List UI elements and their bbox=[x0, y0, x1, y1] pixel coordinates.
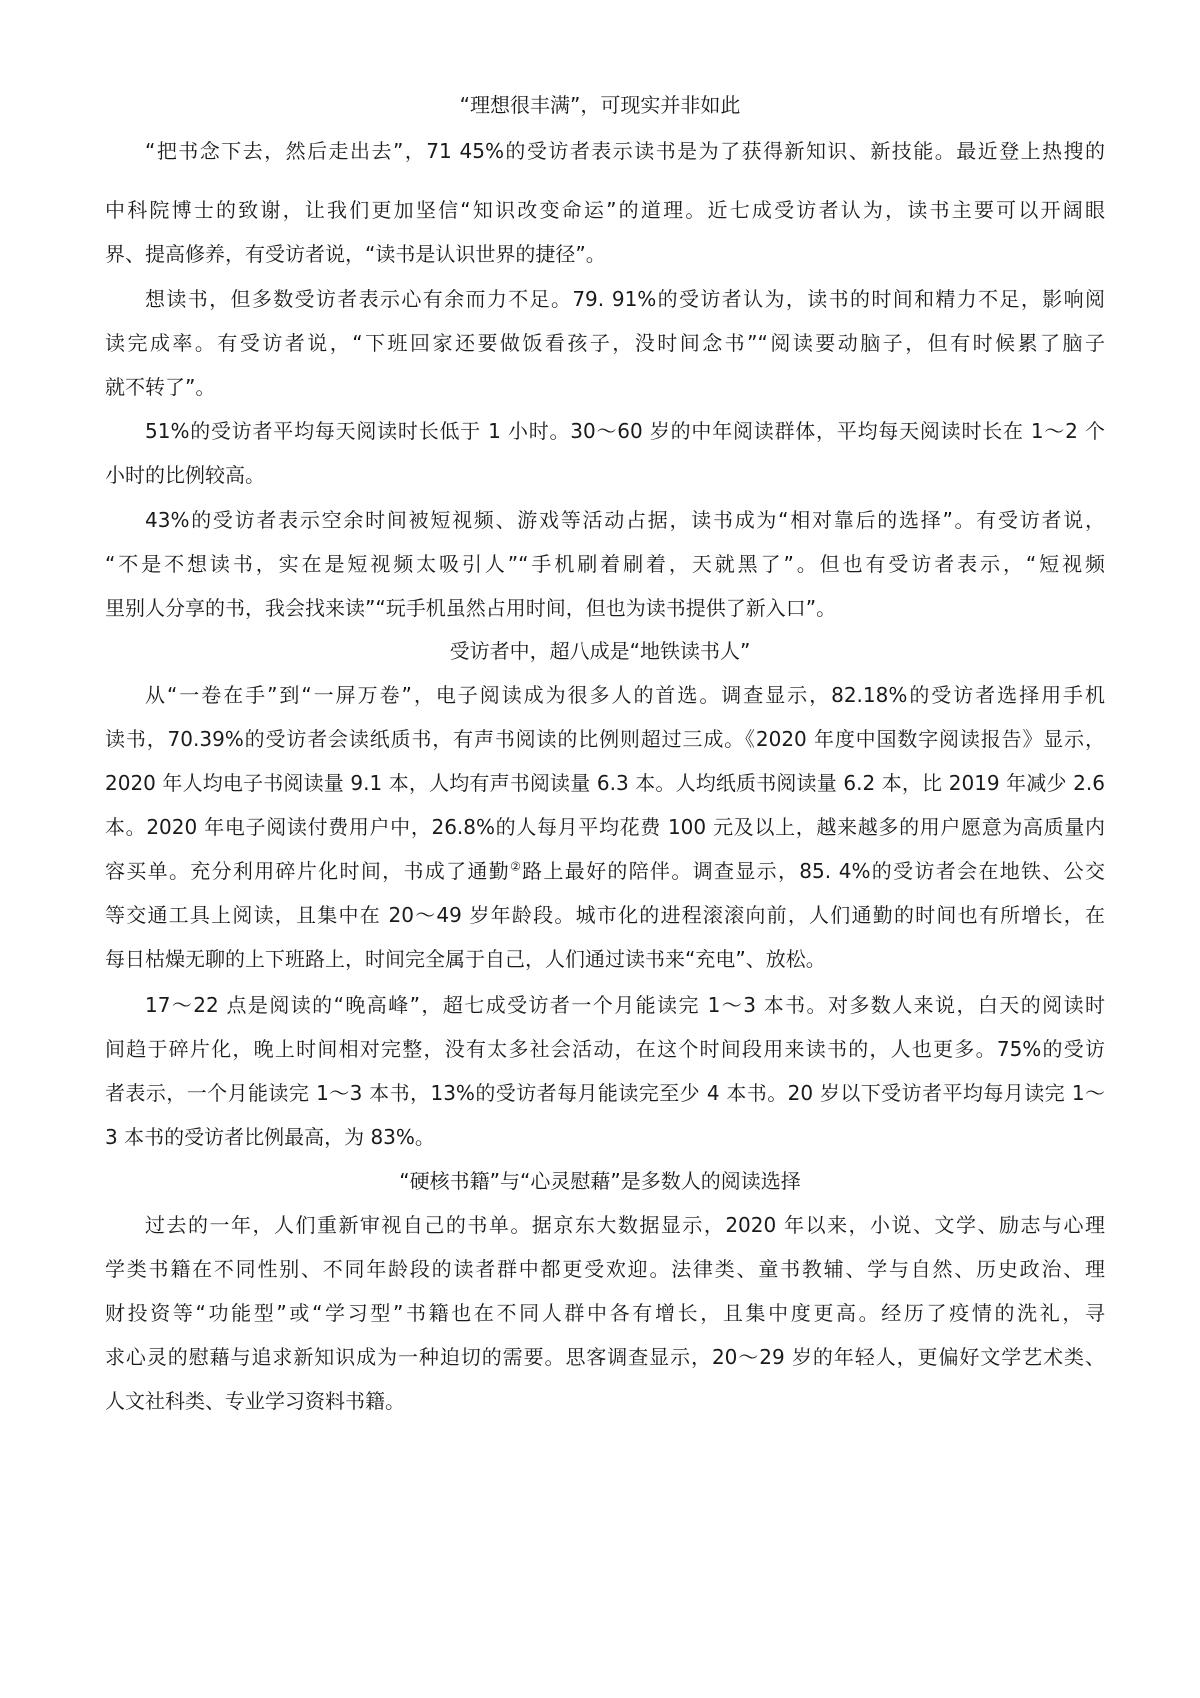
paragraph-line: 财投资等“功能型”或“学习型”书籍也在不同人群中各有增长，且集中度更高。经历了疫情的洗礼，寻 bbox=[105, 1301, 1105, 1325]
paragraph-line: 从“一卷在手”到“一屏万卷”，电子阅读成为很多人的首选。调查显示，82.18%的受访者选择用手机 bbox=[145, 683, 1105, 707]
line-text-before-footnote: 容买单。充分利用碎片化时间，书成了通勤 bbox=[105, 859, 511, 883]
paragraph-line: 2020 年人均电子书阅读量 9.1 本，人均有声书阅读量 6.3 本。人均纸质书阅读量 6.2 本，比 2019 年减少 2.6 bbox=[105, 771, 1105, 795]
paragraph-line: 读书，70.39%的受访者会读纸质书，有声书阅读的比例则超过三成。《2020 年度中国数字阅读报告》显示， bbox=[105, 727, 1105, 751]
paragraph-line: 者表示，一个月能读完 1～3 本书，13%的受访者每月能读完至少 4 本书。20 岁以下受访者平均每月读完 1～ bbox=[105, 1081, 1105, 1105]
paragraph-line: 51%的受访者平均每天阅读时长低于 1 小时。30～60 岁的中年阅读群体，平均每天阅读时长在 1～2 个 bbox=[145, 419, 1105, 443]
paragraph-line: “不是不想读书，实在是短视频太吸引人”“手机刷着刷着，天就黑了”。但也有受访者表示，“短视频 bbox=[105, 552, 1105, 576]
paragraph-line: 等交通工具上阅读，且集中在 20～49 岁年龄段。城市化的进程滚滚向前，人们通勤的时间也有所增长，在 bbox=[105, 903, 1105, 927]
paragraph-line: 小时的比例较高。 bbox=[105, 463, 265, 487]
paragraph-line: 中科院博士的致谢，让我们更加坚信“知识改变命运”的道理。近七成受访者认为，读书主要可以开阔眼 bbox=[105, 198, 1105, 222]
footnote-marker: ② bbox=[510, 859, 523, 874]
paragraph-line-with-footnote bbox=[105, 857, 1105, 885]
section-heading-2: 受访者中，超八成是“地铁读书人” bbox=[449, 639, 751, 663]
paragraph-line: 读完成率。有受访者说，“下班回家还要做饭看孩子，没时间念书”“阅读要动脑子，但有时候累了脑子 bbox=[105, 331, 1105, 355]
paragraph-line: 界、提高修养，有受访者说，“读书是认识世界的捷径”。 bbox=[105, 242, 606, 266]
paragraph-line: 学类书籍在不同性别、不同年龄段的读者群中都更受欢迎。法律类、童书教辅、学与自然、历史政治、理 bbox=[105, 1257, 1105, 1281]
line-text-after-footnote: 路上最好的陪伴。调查显示，85. 4%的受访者会在地铁、公交 bbox=[522, 859, 1105, 883]
paragraph-line: 里别人分享的书，我会找来读”“玩手机虽然占用时间，但也为读书提供了新入口”。 bbox=[105, 596, 837, 620]
paragraph-line: 间趋于碎片化，晚上时间相对完整，没有太多社会活动，在这个时间段用来读书的，人也更多。75%的受访 bbox=[105, 1037, 1105, 1061]
paragraph-line: 就不转了”。 bbox=[105, 375, 216, 399]
paragraph-line: 43%的受访者表示空余时间被短视频、游戏等活动占据，读书成为“相对靠后的选择”。有受访者说， bbox=[145, 508, 1105, 532]
paragraph-line: 求心灵的慰藉与追求新知识成为一种迫切的需要。思客调查显示，20～29 岁的年轻人，更偏好文学艺术类、 bbox=[105, 1345, 1105, 1369]
paragraph-line: “把书念下去，然后走出去”，71 45%的受访者表示读书是为了获得新知识、新技能。最近登上热搜的 bbox=[145, 139, 1105, 163]
paragraph-line: 想读书，但多数受访者表示心有余而力不足。79. 91%的受访者认为，读书的时间和精力不足，影响阅 bbox=[145, 287, 1105, 311]
paragraph-line: 17～22 点是阅读的“晚高峰”，超七成受访者一个月能读完 1～3 本书。对多数人来说，白天的阅读时 bbox=[145, 993, 1105, 1017]
paragraph-line: 本。2020 年电子阅读付费用户中，26.8%的人每月平均花费 100 元及以上，越来越多的用户愿意为高质量内 bbox=[105, 815, 1105, 839]
section-heading-3: “硬核书籍”与“心灵慰藉”是多数人的阅读选择 bbox=[399, 1169, 801, 1193]
paragraph-line: 每日枯燥无聊的上下班路上，时间完全属于自己，人们通过读书来“充电”、放松。 bbox=[105, 947, 826, 971]
paragraph-line: 3 本书的受访者比例最高，为 83%。 bbox=[105, 1125, 435, 1149]
paragraph-line: 人文社科类、专业学习资料书籍。 bbox=[105, 1389, 405, 1413]
section-heading-1: “理想很丰满”，可现实并非如此 bbox=[459, 93, 741, 117]
paragraph-line: 过去的一年，人们重新审视自己的书单。据京东大数据显示，2020 年以来，小说、文学、励志与心理 bbox=[145, 1213, 1105, 1237]
